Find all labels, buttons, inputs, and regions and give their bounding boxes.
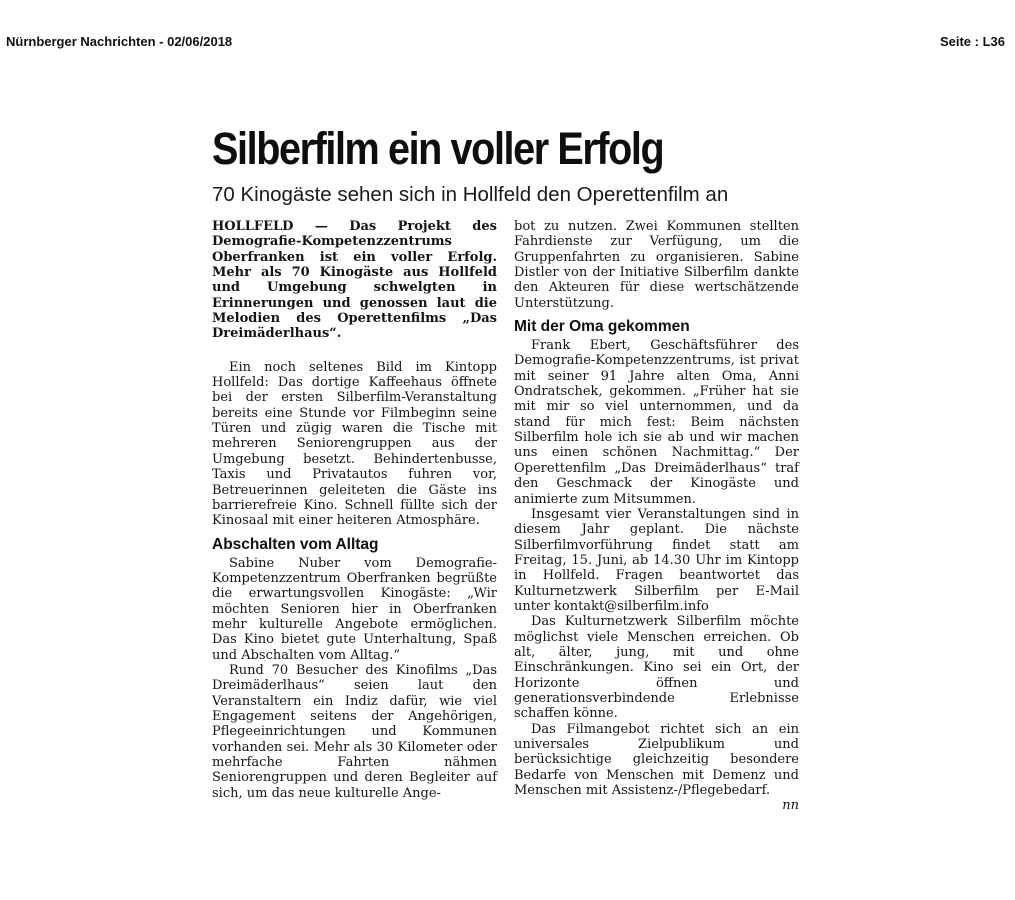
newspaper-source: Nürnberger Nachrichten - 02/06/2018 (6, 34, 233, 49)
paragraph: Frank Ebert, Geschäftsführer des Demografie-Kompetenzzentrums, ist privat mit seiner 91 Jahre alten Oma, Anni Ondratschek, gekommen. „Früher hat sie mit mir so viel unternommen, und da stand für mich fest: Beim nächsten Silberfilm hole ich sie ab und wir machen uns einen schönen Nachmittag.“ Der Operettenfilm „Das Dreimäderlhaus“ traf den Geschmack der Kinogäste und animierte zum Mitsummen. (514, 338, 799, 507)
article-title: Silberfilm ein voller Erfolg (212, 123, 664, 174)
paragraph: Das Kulturnetzwerk Silberfilm möchte möglichst viele Menschen erreichen. Ob alt, älter, jung, mit und ohne Einschränkungen. Kino sei ein Ort, der Horizonte öffnen und generationsverbindende Erlebnisse schaffen könne. (514, 614, 799, 722)
page-number: Seite : L36 (939, 34, 1005, 49)
paragraph (514, 721, 799, 814)
section-heading: Abschalten vom Alltag (212, 535, 379, 553)
paragraph: Rund 70 Besucher des Kinofilms „Das Dreimäderlhaus“ seien laut den Veranstaltern ein Indiz dafür, wie viel Engagement seitens der Angehörigen, Pflegeeinrichtungen und Kommunen vorhanden sei. Mehr als 30 Kilometer oder mehrfache Fahrten nähmen Seniorengruppen und deren Begleiter auf sich, um das neue kulturelle Ange- (212, 662, 497, 801)
article-lead: HOLLFELD — Das Projekt des Demografie-Kompetenzzentrums Oberfranken ist ein voller Erfolg. Mehr als 70 Kinogäste aus Hollfeld und Umgebung schwelgten in Erinnerungen und genossen laut die Melodien des Operettenfilms „Das Dreimäderlhaus“. (212, 219, 497, 342)
paragraph-text: Das Filmangebot richtet sich an ein universales Zielpublikum und berücksichtige gleichzeitig besondere Bedarfe von Menschen mit Demenz und Menschen mit Assistenz-/Pflegebedarf. (514, 721, 799, 799)
page-header (6, 34, 1005, 54)
paragraph: Sabine Nuber vom Demografie-Kompetenzzentrum Oberfranken begrüßte die erwartungsvollen Kinogäste: „Wir möchten Senioren hier in Oberfranken mehr kulturelle Angebote ermöglichen. Das Kino bietet gute Unterhaltung, Spaß und Abschalten vom Alltag.“ (212, 555, 497, 663)
article-column-1 (212, 219, 497, 801)
section-heading: Mit der Oma gekommen (514, 318, 690, 336)
paragraph: Ein noch seltenes Bild im Kintopp Hollfeld: Das dortige Kaffeehaus öffnete bei der ersten Silberfilm-Veranstaltung bereits eine Stunde vor Filmbeginn seine Türen und zügig waren die Tische mit mehreren Seniorengruppen aus der Umgebung besetzt. Behindertenbusse, Taxis und Privatautos fuhren vor, Betreuerinnen geleiteten die Gäste ins barrierefreie Kino. Schnell füllte sich der Kinosaal mit einer heiteren Atmosphäre. (212, 359, 497, 529)
paragraph: Insgesamt vier Veranstaltungen sind in diesem Jahr geplant. Die nächste Silberfilmvorführung findet statt am Freitag, 15. Juni, ab 14.30 Uhr im Kintopp in Hollfeld. Fragen beantwortet das Kulturnetzwerk Silberfilm per E-Mail unter kontakt@silberfilm.info (514, 506, 799, 614)
paragraph: bot zu nutzen. Zwei Kommunen stellten Fahrdienste zur Verfügung, um die Gruppenfahrten zu organisieren. Sabine Distler von der Initiative Silberfilm dankte den Akteuren für diese wertschätzende Unterstützung. (514, 219, 799, 311)
author-signature: nn (782, 798, 799, 814)
article-subtitle: 70 Kinogäste sehen sich in Hollfeld den Operettenfilm an (212, 183, 729, 206)
article-column-2 (514, 219, 799, 814)
